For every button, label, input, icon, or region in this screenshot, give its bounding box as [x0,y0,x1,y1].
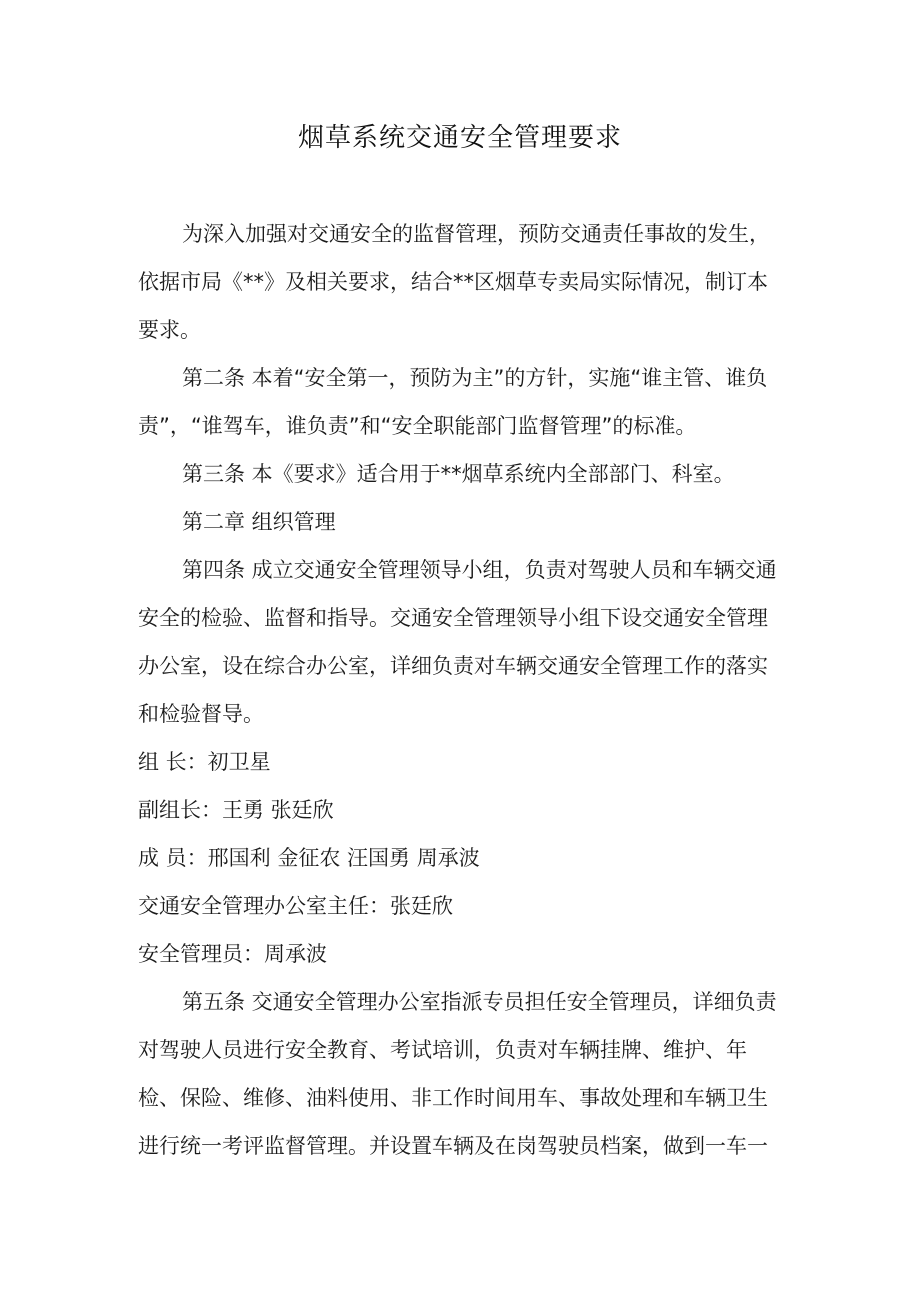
document-title: 烟草系统交通安全管理要求 [297,123,622,153]
office-director: 交通安全管理办公室主任：张廷欣 [138,894,453,918]
paragraph-article-3: 第三条 本《要求》适合用于**烟草系统内全部部门、科室。 [182,462,735,486]
member-deputy-leader: 副组长：王勇 张廷欣 [138,798,334,822]
paragraph-article-2: 第二条 本着“安全第一，预防为主”的方针，实施“谁主管、谁负责”，“谁驾车，谁负责”和“安全职能部门监督管理”的标准。 [138,366,768,438]
chapter-heading: 第二章 组织管理 [182,510,336,534]
paragraph-preamble: 为深入加强对交通安全的监督管理，预防交通责任事故的发生，依据市局《**》及相关要求，结合**区烟草专卖局实际情况，制订本要求。 [138,222,770,342]
member-leader: 组 长：初卫星 [138,750,271,774]
member-list: 成 员：邢国利 金征农 汪国勇 周承波 [138,846,480,870]
document-body [138,210,788,1170]
paragraph-article-4: 第四条 成立交通安全管理领导小组，负责对驾驶人员和车辆交通安全的检验、监督和指导。交通安全管理领导小组下设交通安全管理办公室，设在综合办公室，详细负责对车辆交通安全管理工作的落实和检验督导。 [138,558,777,726]
safety-manager: 安全管理员：周承波 [138,942,327,966]
paragraph-article-5: 第五条 交通安全管理办公室指派专员担任安全管理员，详细负责对驾驶人员进行安全教育、考试培训，负责对车辆挂牌、维护、年检、保险、维修、油料使用、非工作时间用车、事故处理和车辆卫生进行统一考评监督管理。并设置车辆及在岗驾驶员档案，做到一车一 [138,990,777,1158]
